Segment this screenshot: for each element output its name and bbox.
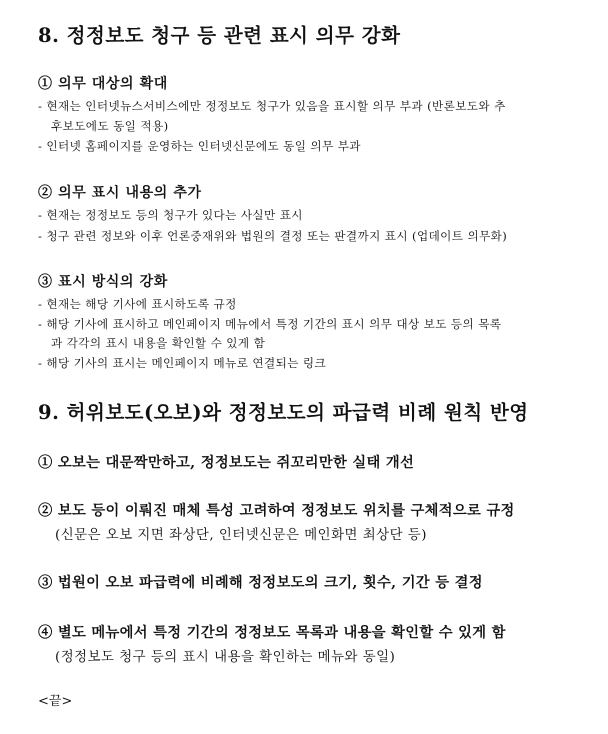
section-9-item-4: ④ 별도 메뉴에서 특정 기간의 정정보도 목록과 내용을 확인할 수 있게 함 <box>38 625 506 641</box>
section-8-heading: 8. 정정보도 청구 등 관련 표시 의무 강화 <box>38 24 401 47</box>
bullet-continuation: 후보도에도 동일 적용) <box>51 119 169 133</box>
section-9-item-4-note: (정정보도 청구 등의 표시 내용을 확인하는 메뉴와 동일) <box>55 650 396 665</box>
bullet-line: - 청구 관련 정보와 이후 언론중재위와 법원의 결정 또는 판결까지 표시 (업데이트 의무화) <box>38 229 508 243</box>
bullet-line: - 현재는 정정보도 등의 청구가 있다는 사실만 표시 <box>38 208 303 222</box>
section-9-item-3: ③ 법원이 오보 파급력에 비례해 정정보도의 크기, 횟수, 기간 등 결정 <box>38 575 483 591</box>
end-mark: <끝> <box>38 694 73 709</box>
section-8-sub-2-heading: ② 의무 표시 내용의 추가 <box>38 185 202 201</box>
bullet-line: - 해당 기사의 표시는 메인페이지 메뉴로 연결되는 링크 <box>38 356 327 370</box>
bullet-continuation: 과 각각의 표시 내용을 확인할 수 있게 함 <box>51 336 266 350</box>
section-9-item-2-note: (신문은 오보 지면 좌상단, 인터넷신문은 메인화면 최상단 등) <box>55 528 427 543</box>
bullet-line: - 현재는 해당 기사에 표시하도록 규정 <box>38 297 237 311</box>
section-9-heading: 9. 허위보도(오보)와 정정보도의 파급력 비례 원칙 반영 <box>38 401 529 424</box>
section-8-sub-3-heading: ③ 표시 방식의 강화 <box>38 274 168 290</box>
section-9-item-1: ① 오보는 대문짝만하고, 정정보도는 쥐꼬리만한 실태 개선 <box>38 455 415 471</box>
bullet-line: - 현재는 인터넷뉴스서비스에만 정정보도 청구가 있음을 표시할 의무 부과 (반론보도와 추 <box>38 99 506 113</box>
section-8-sub-1-heading: ① 의무 대상의 확대 <box>38 76 168 92</box>
bullet-line: - 해당 기사에 표시하고 메인페이지 메뉴에서 특정 기간의 표시 의무 대상 보도 등의 목록 <box>38 317 502 331</box>
bullet-line: - 인터넷 홈페이지를 운영하는 인터넷신문에도 동일 의무 부과 <box>38 139 361 153</box>
section-9-item-2: ② 보도 등이 이뤄진 매체 특성 고려하여 정정보도 위치를 구체적으로 규정 <box>38 503 515 519</box>
